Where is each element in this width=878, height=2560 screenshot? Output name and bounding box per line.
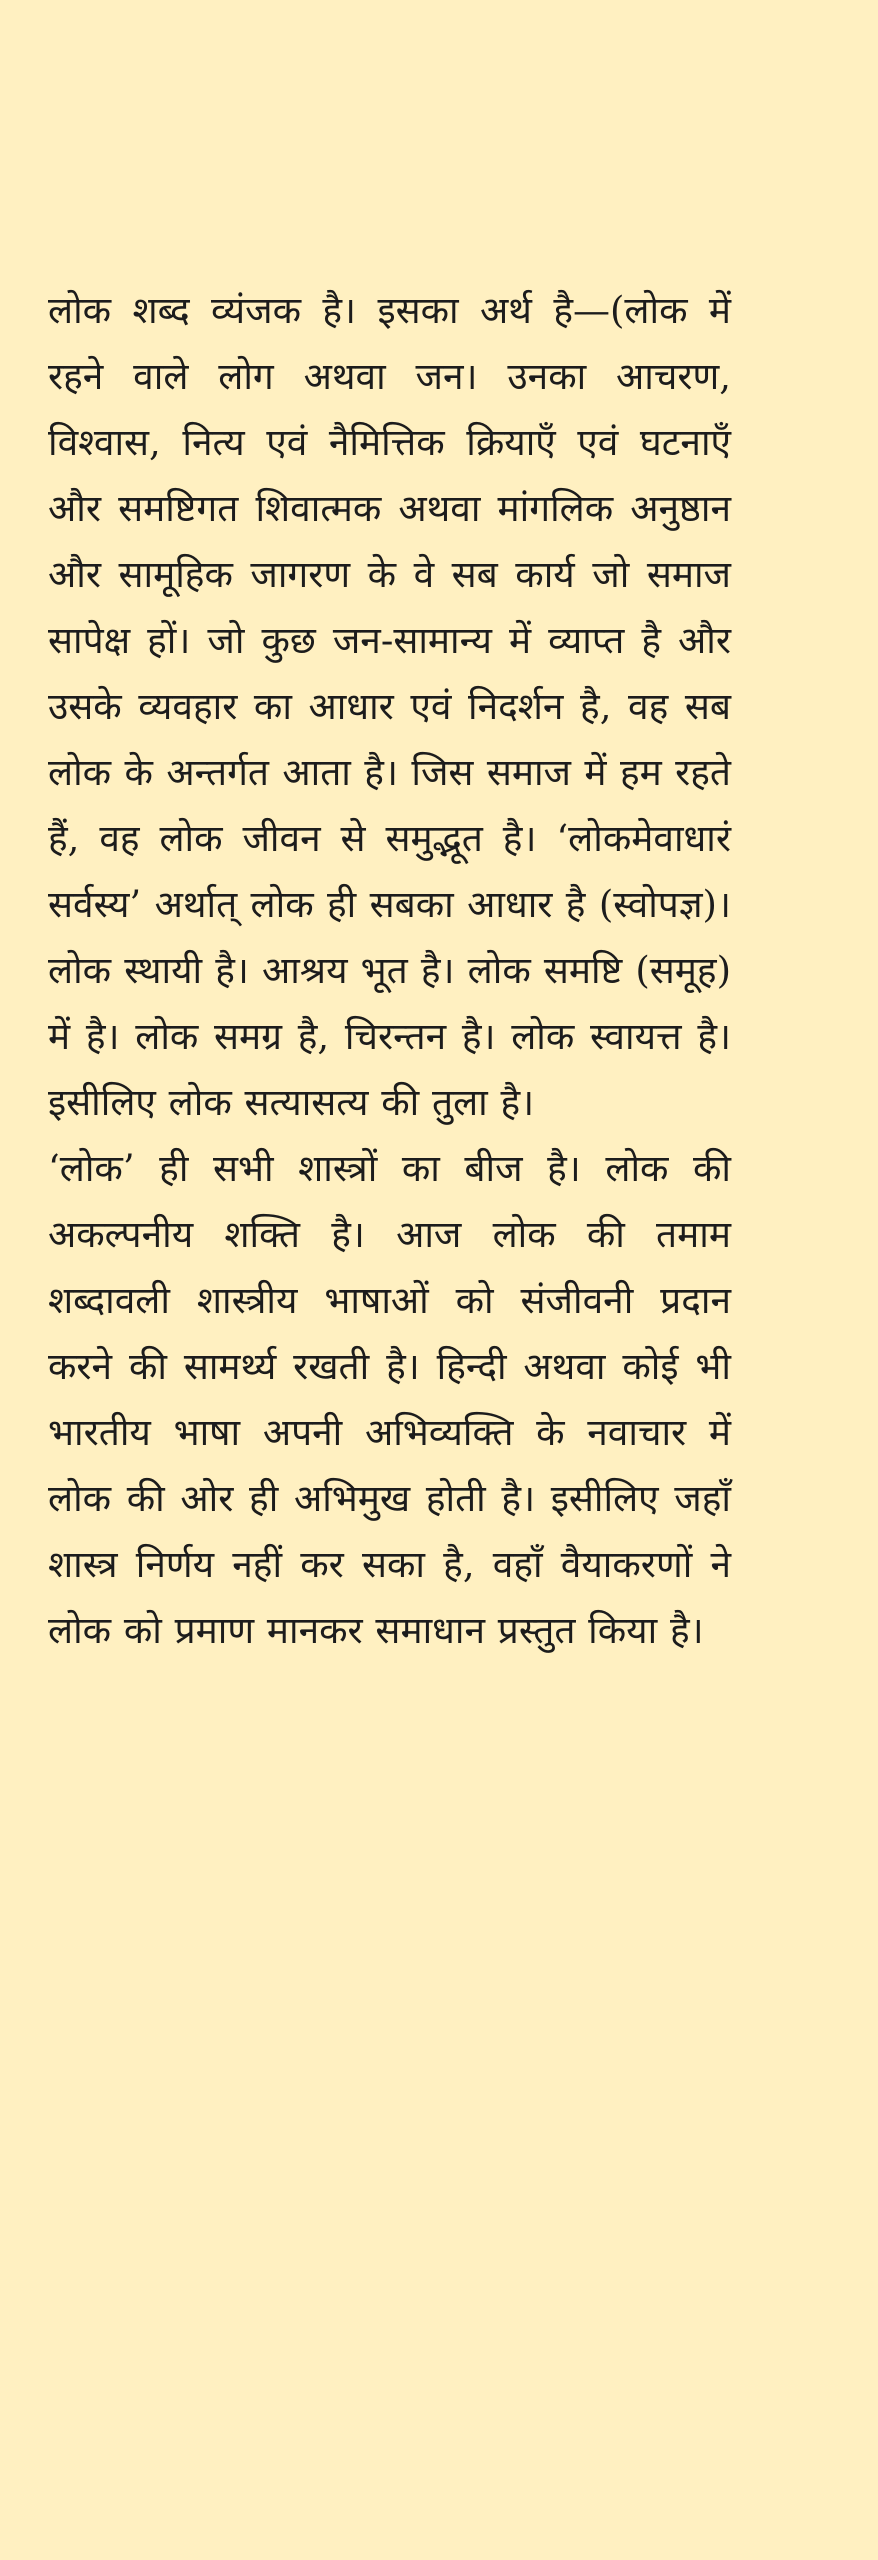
paragraph-1: लोक शब्द व्यंजक है। इसका अर्थ है—(लोक में रहने वाले लोग अथवा जन। उनका आचरण, विश्वास, नित्य एवं नैमित्तिक क्रियाएँ एवं घटनाएँ और समष्टिगत शिवात्मक अथवा मांगलिक अनुष्ठान और सामूहिक जागरण के वे सब कार्य जो समाज सापेक्ष हों। जो कुछ जन-सामान्य में व्याप्त है और उसके व्यवहार का आधार एवं निदर्शन है, वह सब लोक के अन्तर्गत आता है। जिस समाज में हम रहते हैं, वह लोक जीवन से समुद्भूत है। ‘लोकमेवाधारं सर्वस्य’ अर्थात् लोक ही सबका आधार है (स्वोपज्ञ)। लोक स्थायी है। आश्रय भूत है। लोक समष्टि (समूह) में है। लोक समग्र है, चिरन्तन है। लोक स्वायत्त है। इसीलिए लोक सत्यासत्य की तुला है।: [48, 289, 731, 1124]
document-page: [48, 278, 731, 1664]
paragraph-2: ‘लोक’ ही सभी शास्त्रों का बीज है। लोक की अकल्पनीय शक्ति है। आज लोक की तमाम शब्दावली शास्त्रीय भाषाओं को संजीवनी प्रदान करने की सामर्थ्य रखती है। हिन्दी अथवा कोई भी भारतीय भाषा अपनी अभिव्यक्ति के नवाचार में लोक की ओर ही अभिमुख होती है। इसीलिए जहाँ शास्त्र निर्णय नहीं कर सका है, वहाँ वैयाकरणों ने लोक को प्रमाण मानकर समाधान प्रस्तुत किया है।: [48, 1147, 731, 1652]
